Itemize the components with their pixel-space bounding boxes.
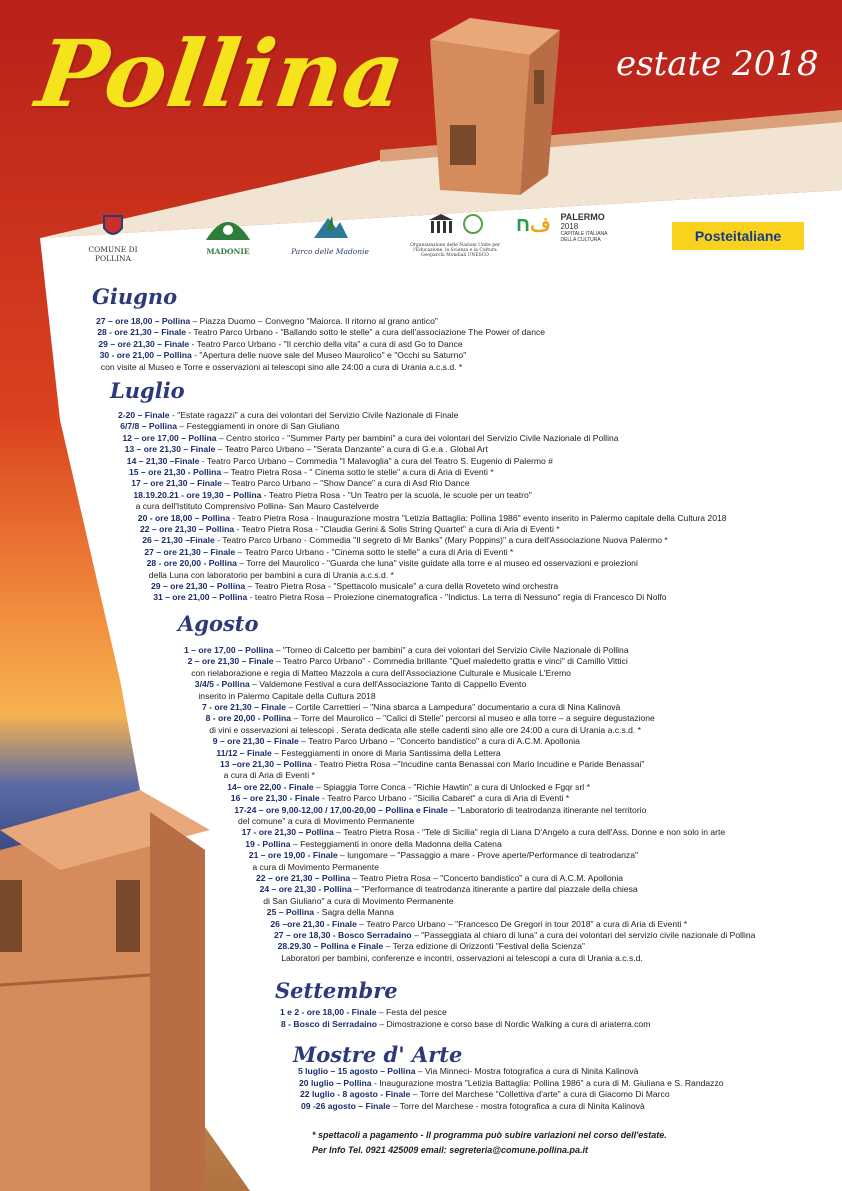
- agosto-event-desc: – Terza edizione di Orizzonti "Festival della Scienza": [383, 941, 585, 952]
- footer-contact: Per Info Tel. 0921 425009 email: segreteria@comune.pollina.pa.it: [312, 1145, 589, 1155]
- luglio-event-line: [153, 592, 666, 603]
- logo-comune-label: COMUNE DI POLLINA: [88, 245, 138, 263]
- luglio-event-line: [129, 467, 494, 478]
- agosto-event-line: [195, 679, 526, 690]
- luglio-event-when: 12 – ore 17,00 – Pollina: [122, 432, 217, 443]
- luglio-event-line: [147, 558, 638, 569]
- agosto-event-line: [270, 919, 687, 930]
- agosto-event-when: 17 - ore 21,30 – Pollina: [241, 827, 334, 838]
- agosto-event-line: [278, 941, 585, 952]
- agosto-event-when: 24 – ore 21,30 - Pollina: [259, 884, 352, 895]
- agosto-event-desc: – Torre del Maurolico – "Calici di Stelle" percorsi al museo e alla torre – a seguire degustazione: [291, 713, 655, 724]
- sponsor-logos: [58, 212, 818, 274]
- agosto-event-desc: – Valdemone Festival a cura dell'Associazione Tanto di Cappello Evento: [249, 679, 527, 690]
- agosto-event-desc: - Sagra della Manna: [314, 907, 394, 918]
- luglio-event-when: 20 - ore 18,00 – Pollina: [137, 512, 230, 523]
- poster-subtitle: estate 2018: [616, 44, 819, 84]
- agosto-event-when: 19 - Pollina: [245, 838, 291, 849]
- coat-of-arms-icon: [102, 212, 124, 240]
- luglio-event-desc: – Teatro Parco Urbano – "Serata Danzante" a cura di G.e.a . Global Art: [215, 444, 488, 455]
- agosto-event-when: 14– ore 22,00 - Finale: [227, 781, 314, 792]
- mostre-event-when: 22 luglio - 8 agosto - Finale: [300, 1089, 411, 1099]
- agosto-event-when: 16 – ore 21,30 - Finale: [230, 793, 320, 804]
- agosto-event-line: [260, 884, 638, 895]
- agosto-event-when: 27 – ore 18,30 - Bosco Serradaino: [274, 930, 412, 940]
- agosto-event-desc: - Teatro Pietra Rosa –"Incudine canta Benassai con Mario Incudine e Paride Benassai": [311, 759, 645, 769]
- agosto-event-when: 17-24 – ore 9,00-12,00 / 17,00-20,00 – Pollina e Finale: [234, 804, 448, 815]
- agosto-event-desc: – Festeggiamenti in onore di Maria Santissima della Lettera: [271, 747, 501, 758]
- luglio-event-desc: – Teatro Parco Urbano - "Cinema sotto le stelle" a cura di Aria di Eventi *: [235, 546, 514, 557]
- agosto-event-desc: – Spiaggia Torre Conca - "Richie Hawtin" a cura di Unlocked e Fgqr srl *: [313, 781, 590, 792]
- agosto-event-line: [184, 645, 629, 656]
- agosto-event-when: 8 - ore 20,00 - Pollina: [205, 713, 292, 724]
- agosto-event-desc: – lungomare – "Passaggio a mare - Prove aperte/Performance di teatrodanza": [337, 850, 639, 861]
- giugno-event-when: 27 – ore 18,00 – Pollina: [96, 316, 191, 326]
- luglio-event-line: [120, 421, 339, 432]
- mostre-event-when: 20 luglio – Pollina: [299, 1077, 372, 1088]
- luglio-event-desc: - Teatro Pietra Rosa - Inaugurazione mostra "Letizia Battaglia: Pollina 1986" evento inserito in Palermo capitale della Cultura 2018: [230, 512, 727, 523]
- section-heading-mostre: Mostre d' Arte: [293, 1042, 463, 1067]
- luglio-event-when: 13 – ore 21,30 – Finale: [124, 444, 216, 455]
- settembre-event-when: 8 - Bosco di Serradaino: [281, 1018, 377, 1029]
- agosto-event-line: [191, 668, 571, 679]
- luglio-event-line: [127, 456, 553, 467]
- luglio-event-desc: – Festeggiamenti in onore di San Giuliano: [177, 421, 340, 432]
- section-heading-settembre: Settembre: [275, 978, 398, 1003]
- agosto-event-line: [274, 930, 755, 941]
- mostre-event-line: [299, 1078, 724, 1089]
- giugno-event-when: 28 - ore 21,30 – Finale: [97, 327, 187, 338]
- agosto-event-line: [202, 702, 620, 713]
- agosto-event-when: 25 – Pollina: [266, 907, 315, 918]
- luglio-event-desc: - Teatro Pietra Rosa - "Un Teatro per la scuola, le scuole per un teatro": [261, 489, 532, 500]
- giugno-event-desc: – Piazza Duomo – Convegno "Maiorca. Il ritorno al grano antico": [190, 316, 438, 326]
- luglio-event-when: 15 – ore 21,30 - Pollina: [129, 467, 222, 477]
- agosto-event-desc: – "Passeggiata al chiaro di luna" a cura dei volontari del servizio civile nazionale di Pollina: [411, 930, 756, 940]
- giugno-event-line: [97, 327, 545, 338]
- mostre-event-desc: - Inaugurazione mostra "Letizia Battaglia: Pollina 1986" a cura di M. Giuliana e S. Randazzo: [371, 1077, 724, 1088]
- poster-title: Pollina: [30, 20, 413, 128]
- agosto-event-desc: a cura di Aria di Eventi *: [223, 770, 315, 781]
- agosto-event-line: [213, 736, 580, 747]
- agosto-event-when: 28.29.30 – Pollina e Finale: [277, 941, 384, 952]
- agosto-event-desc: – Cortile Carrettieri – "Nina sbarca a Lampedura" documentario a cura di Nina Kalinovà: [286, 702, 621, 712]
- luglio-event-when: 2-20 – Finale: [118, 410, 170, 420]
- luglio-event-line: [149, 570, 394, 581]
- settembre-event-line: [281, 1019, 650, 1030]
- logo-madonie-label: MADONIE: [206, 247, 250, 256]
- luglio-event-desc: - Teatro Parco Urbano - Commedia "Il segreto di Mr Banks" (Mary Poppins)" a cura dell'Associazione Nuova Palermo *: [214, 535, 668, 546]
- mostre-event-when: 09 -26 agosto – Finale: [301, 1100, 391, 1111]
- agosto-event-line: [263, 896, 453, 907]
- luglio-event-when: 31 – ore 21,00 – Pollina: [153, 592, 248, 603]
- agosto-event-line: [198, 691, 375, 702]
- agosto-event-desc: – Teatro Pietra Rosa – "Concerto bandistico" a cura di A.C.M. Apollonia: [350, 873, 624, 883]
- agosto-event-when: 7 - ore 21,30 – Finale: [202, 702, 287, 712]
- luglio-event-line: [138, 513, 727, 524]
- luglio-event-desc: – Teatro Parco Urbano – "Show Dance" a cura di Asd Rio Dance: [221, 478, 470, 489]
- section-heading-agosto: Agosto: [178, 611, 259, 636]
- luglio-event-line: [118, 410, 458, 421]
- logo-unesco-label-2: Geoparchi Mondiali UNESCO: [421, 253, 489, 258]
- logo-palermo: [516, 212, 636, 243]
- agosto-event-desc: con rielaborazione e regia di Matteo Mazzola a cura dell'Associazione Culturale e Musicale L'Eremo: [191, 667, 571, 678]
- giugno-event-line: [98, 339, 462, 350]
- agosto-event-when: 26 –ore 21,30 - Finale: [270, 918, 357, 929]
- section-heading-giugno: Giugno: [92, 284, 178, 309]
- agosto-event-desc: – Teatro Parco Urbano – "Concerto bandistico" a cura di A.C.M. Apollonia: [298, 736, 580, 747]
- agosto-event-line: [227, 782, 590, 793]
- luglio-event-desc: - teatro Pietra Rosa – Proiezione cinematografica - "Indictus. La terra di Nessuno" regia di Francesco Di Nolfo: [247, 592, 667, 603]
- giugno-event-line: [100, 350, 467, 361]
- luglio-event-line: [125, 444, 488, 455]
- luglio-event-when: 6/7/8 – Pollina: [120, 421, 178, 432]
- luglio-event-when: 27 – ore 21,30 – Finale: [144, 546, 236, 557]
- agosto-event-desc: di vini e osservazioni ai telescopi . Serata dedicata alle stelle cadenti sino alle ore 24:00 a cura di Urania a.c.s.d. *: [209, 724, 642, 735]
- luglio-event-line: [144, 547, 513, 558]
- luglio-event-when: 17 – ore 21,30 – Finale: [131, 478, 222, 489]
- agosto-event-desc: – "Laboratorio di teatrodanza itinerante nel territorio: [447, 804, 647, 815]
- luglio-event-line: [131, 478, 469, 489]
- luglio-event-when: 22 – ore 21,30 – Pollina: [140, 524, 235, 534]
- agosto-event-line: [256, 873, 623, 884]
- giugno-event-when: 29 – ore 21,30 – Finale: [98, 338, 190, 349]
- palermo-year: 2018: [560, 222, 579, 231]
- luglio-event-desc: – Torre del Maurolico - "Guarda che luna" visite guidate alla torre e al museo ed osservazioni e proiezioni: [236, 558, 638, 569]
- mostre-event-line: [298, 1066, 638, 1077]
- agosto-event-line: [234, 805, 646, 816]
- luglio-event-when: 18.19.20.21 - ore 19,30 – Pollina: [133, 489, 262, 500]
- agosto-event-desc: - Teatro Parco Urbano - "Sicilia Cabaret" a cura di Aria di Eventi *: [319, 793, 570, 804]
- agosto-event-desc: inserito in Palermo Capitale della Cultura 2018: [198, 690, 376, 701]
- mostre-event-line: [300, 1089, 670, 1100]
- logo-unesco-label-1: Organizzazione delle Nazioni Unite per l'Educazione, la Scienza e la Cultura: [410, 243, 500, 253]
- agosto-event-desc: di San Giuliano" a cura di Movimento Permanente: [263, 895, 454, 906]
- luglio-event-when: 29 – ore 21,30 – Pollina: [151, 581, 246, 591]
- luglio-event-when: 26 – 21,30 –Finale: [142, 535, 215, 546]
- agosto-event-line: [249, 850, 638, 861]
- logo-parco: [290, 212, 370, 256]
- agosto-event-line: [206, 713, 655, 724]
- palermo-sub: CAPITALE ITALIANA DELLA CULTURA: [560, 231, 608, 243]
- agosto-event-line: [281, 953, 643, 964]
- luglio-event-desc: a cura dell'Istituto Comprensivo Pollina- San Mauro Castelverde: [135, 501, 379, 512]
- agosto-event-when: 3/4/5 - Pollina: [194, 679, 250, 690]
- giugno-event-desc: - Teatro Parco Urbano - "Il cerchio della vita" a cura di asd Go to Dance: [189, 338, 463, 349]
- logo-comune: [78, 212, 148, 263]
- agosto-event-line: [209, 725, 641, 736]
- mountain-icon: [204, 212, 252, 242]
- unesco-temple-icon: [425, 212, 485, 238]
- luglio-event-line: [140, 524, 560, 535]
- agosto-event-desc: – Teatro Pietra Rosa - "Tele di Sicilia" regia di Liana D'Angelo a cura dell'Ass. Donne e non solo in arte: [333, 827, 726, 838]
- luglio-event-desc: - Teatro Pietra Rosa - "Claudia Gerini & Solis String Quartet" a cura di Aria di Eventi *: [234, 524, 560, 534]
- logo-poste: Posteitaliane: [672, 222, 804, 250]
- agosto-event-when: 2 – ore 21,30 – Finale: [187, 656, 274, 667]
- mostre-event-line: [301, 1101, 645, 1112]
- settembre-event-when: 1 e 2 - ore 18,00 - Finale: [280, 1007, 377, 1017]
- agosto-event-desc: – Teatro Parco Urbano" - Commedia brillante "Quel maledetto gratta e vinci" di Camillo Vittici: [273, 656, 628, 667]
- giugno-event-line: [101, 362, 462, 373]
- palermo-title: PALERMO: [560, 212, 605, 222]
- agosto-event-when: 11/12 – Finale: [216, 747, 272, 758]
- logo-madonie: [198, 212, 258, 256]
- agosto-event-when: 22 – ore 21,30 – Pollina: [256, 873, 351, 883]
- logo-parco-label: Parco delle Madonie: [291, 247, 369, 256]
- luglio-event-line: [151, 581, 558, 592]
- agosto-event-line: [238, 816, 414, 827]
- luglio-event-desc: – Teatro Pietra Rosa - " Cinema sotto le stelle" a cura di Aria di Eventi *: [221, 467, 494, 477]
- luglio-event-line: [122, 433, 618, 444]
- mostre-event-desc: – Torre del Marchese - mostra fotografica a cura di Ninita Kalinovà: [390, 1100, 645, 1111]
- giugno-event-desc: - "Apertura delle nuove sale del Museo Maurolico" e "Occhi su Saturno": [191, 350, 467, 361]
- mostre-event-desc: – Torre del Marchese "Collettiva d'arte" a cura di Giacomo Di Marco: [410, 1089, 670, 1099]
- agosto-event-when: 21 – ore 19,00 - Finale: [248, 850, 338, 861]
- agosto-event-when: 9 – ore 21,30 – Finale: [212, 736, 299, 747]
- giugno-event-desc: - Teatro Parco Urbano - "Ballando sotto le stelle" a cura dell'associazione The Power of dance: [186, 327, 546, 338]
- luglio-event-when: 14 – 21,30 –Finale: [126, 455, 200, 466]
- agosto-event-desc: – "Performance di teatrodanza itinerante a partire dal piazzale della chiesa: [351, 884, 638, 895]
- agosto-event-desc: – Festeggiamenti in onore della Madonna della Catena: [290, 838, 502, 849]
- mostre-event-when: 5 luglio – 15 agosto – Pollina: [298, 1066, 416, 1076]
- agosto-event-line: [231, 793, 569, 804]
- settembre-event-line: [280, 1007, 447, 1018]
- giugno-event-when: 30 - ore 21,00 – Pollina: [99, 350, 192, 361]
- logo-unesco: [410, 212, 500, 258]
- luglio-event-when: 28 - ore 20,00 - Pollina: [146, 558, 237, 569]
- agosto-event-line: [188, 656, 628, 667]
- agosto-event-line: [220, 759, 644, 770]
- agosto-event-when: 13 –ore 21,30 – Pollina: [220, 759, 312, 769]
- giugno-event-desc: con visite al Museo e Torre e osservazioni ai telescopi sino alle 24:00 a cura di Urania a.c.s.d. *: [100, 361, 463, 372]
- palermo-mark-icon: فח: [516, 214, 551, 236]
- park-icon: [310, 212, 350, 242]
- luglio-event-line: [142, 535, 668, 546]
- agosto-event-desc: Laboratori per bambini, conferenze e incontri, osservazioni ai telescopi a cura di Urania a.c.s.d.: [281, 952, 643, 963]
- agosto-event-when: 1 – ore 17,00 – Pollina: [184, 645, 274, 655]
- luglio-event-line: [133, 490, 531, 501]
- luglio-event-desc: della Luna con laboratorio per bambini a cura di Urania a.c.s.d. *: [148, 569, 394, 580]
- settembre-event-desc: – Festa del pesce: [376, 1007, 447, 1017]
- footer-note: * spettacoli a pagamento - Il programma può subire variazioni nel corso dell'estate.: [312, 1130, 667, 1140]
- agosto-event-desc: – "Torneo di Calcetto per bambini" a cura dei volontari del Servizio Civile Nazionale di Pollina: [273, 645, 629, 655]
- luglio-event-desc: – Centro storico - "Summer Party per bambini" a cura dei volontari del Servizio Civile Nazionale di Pollina: [216, 432, 619, 443]
- luglio-event-desc: – Teatro Pietra Rosa - "Spettacolo musicale" a cura della Roveteto wind orchestra: [245, 581, 559, 591]
- agosto-event-line: [267, 907, 394, 918]
- agosto-event-desc: a cura di Movimento Permanente: [252, 861, 379, 872]
- luglio-event-line: [136, 501, 379, 512]
- agosto-event-line: [242, 827, 726, 838]
- agosto-event-line: [252, 862, 379, 873]
- luglio-event-desc: - Teatro Parco Urbano – Commedia "I Malavoglia" a cura del Teatro S. Eugenio di Palermo #: [199, 455, 553, 466]
- mostre-event-desc: – Via Minneci- Mostra fotografica a cura di Ninita Kalinovà: [415, 1066, 639, 1076]
- luglio-event-desc: - "Estate ragazzi" a cura dei volontari del Servizio Civile Nazionale di Finale: [169, 410, 459, 420]
- agosto-event-desc: – Teatro Parco Urbano – "Francesco De Gregori in tour 2018" a cura di Aria di Eventi *: [356, 918, 688, 929]
- settembre-event-desc: – Dimostrazione e corso base di Nordic Walking a cura di ariaterra.com: [377, 1018, 651, 1029]
- section-heading-luglio: Luglio: [110, 378, 185, 403]
- giugno-event-line: [96, 316, 438, 327]
- agosto-event-line: [224, 770, 315, 781]
- agosto-event-line: [245, 839, 502, 850]
- agosto-event-line: [216, 748, 500, 759]
- agosto-event-desc: del comune" a cura di Movimento Permanente: [238, 816, 415, 826]
